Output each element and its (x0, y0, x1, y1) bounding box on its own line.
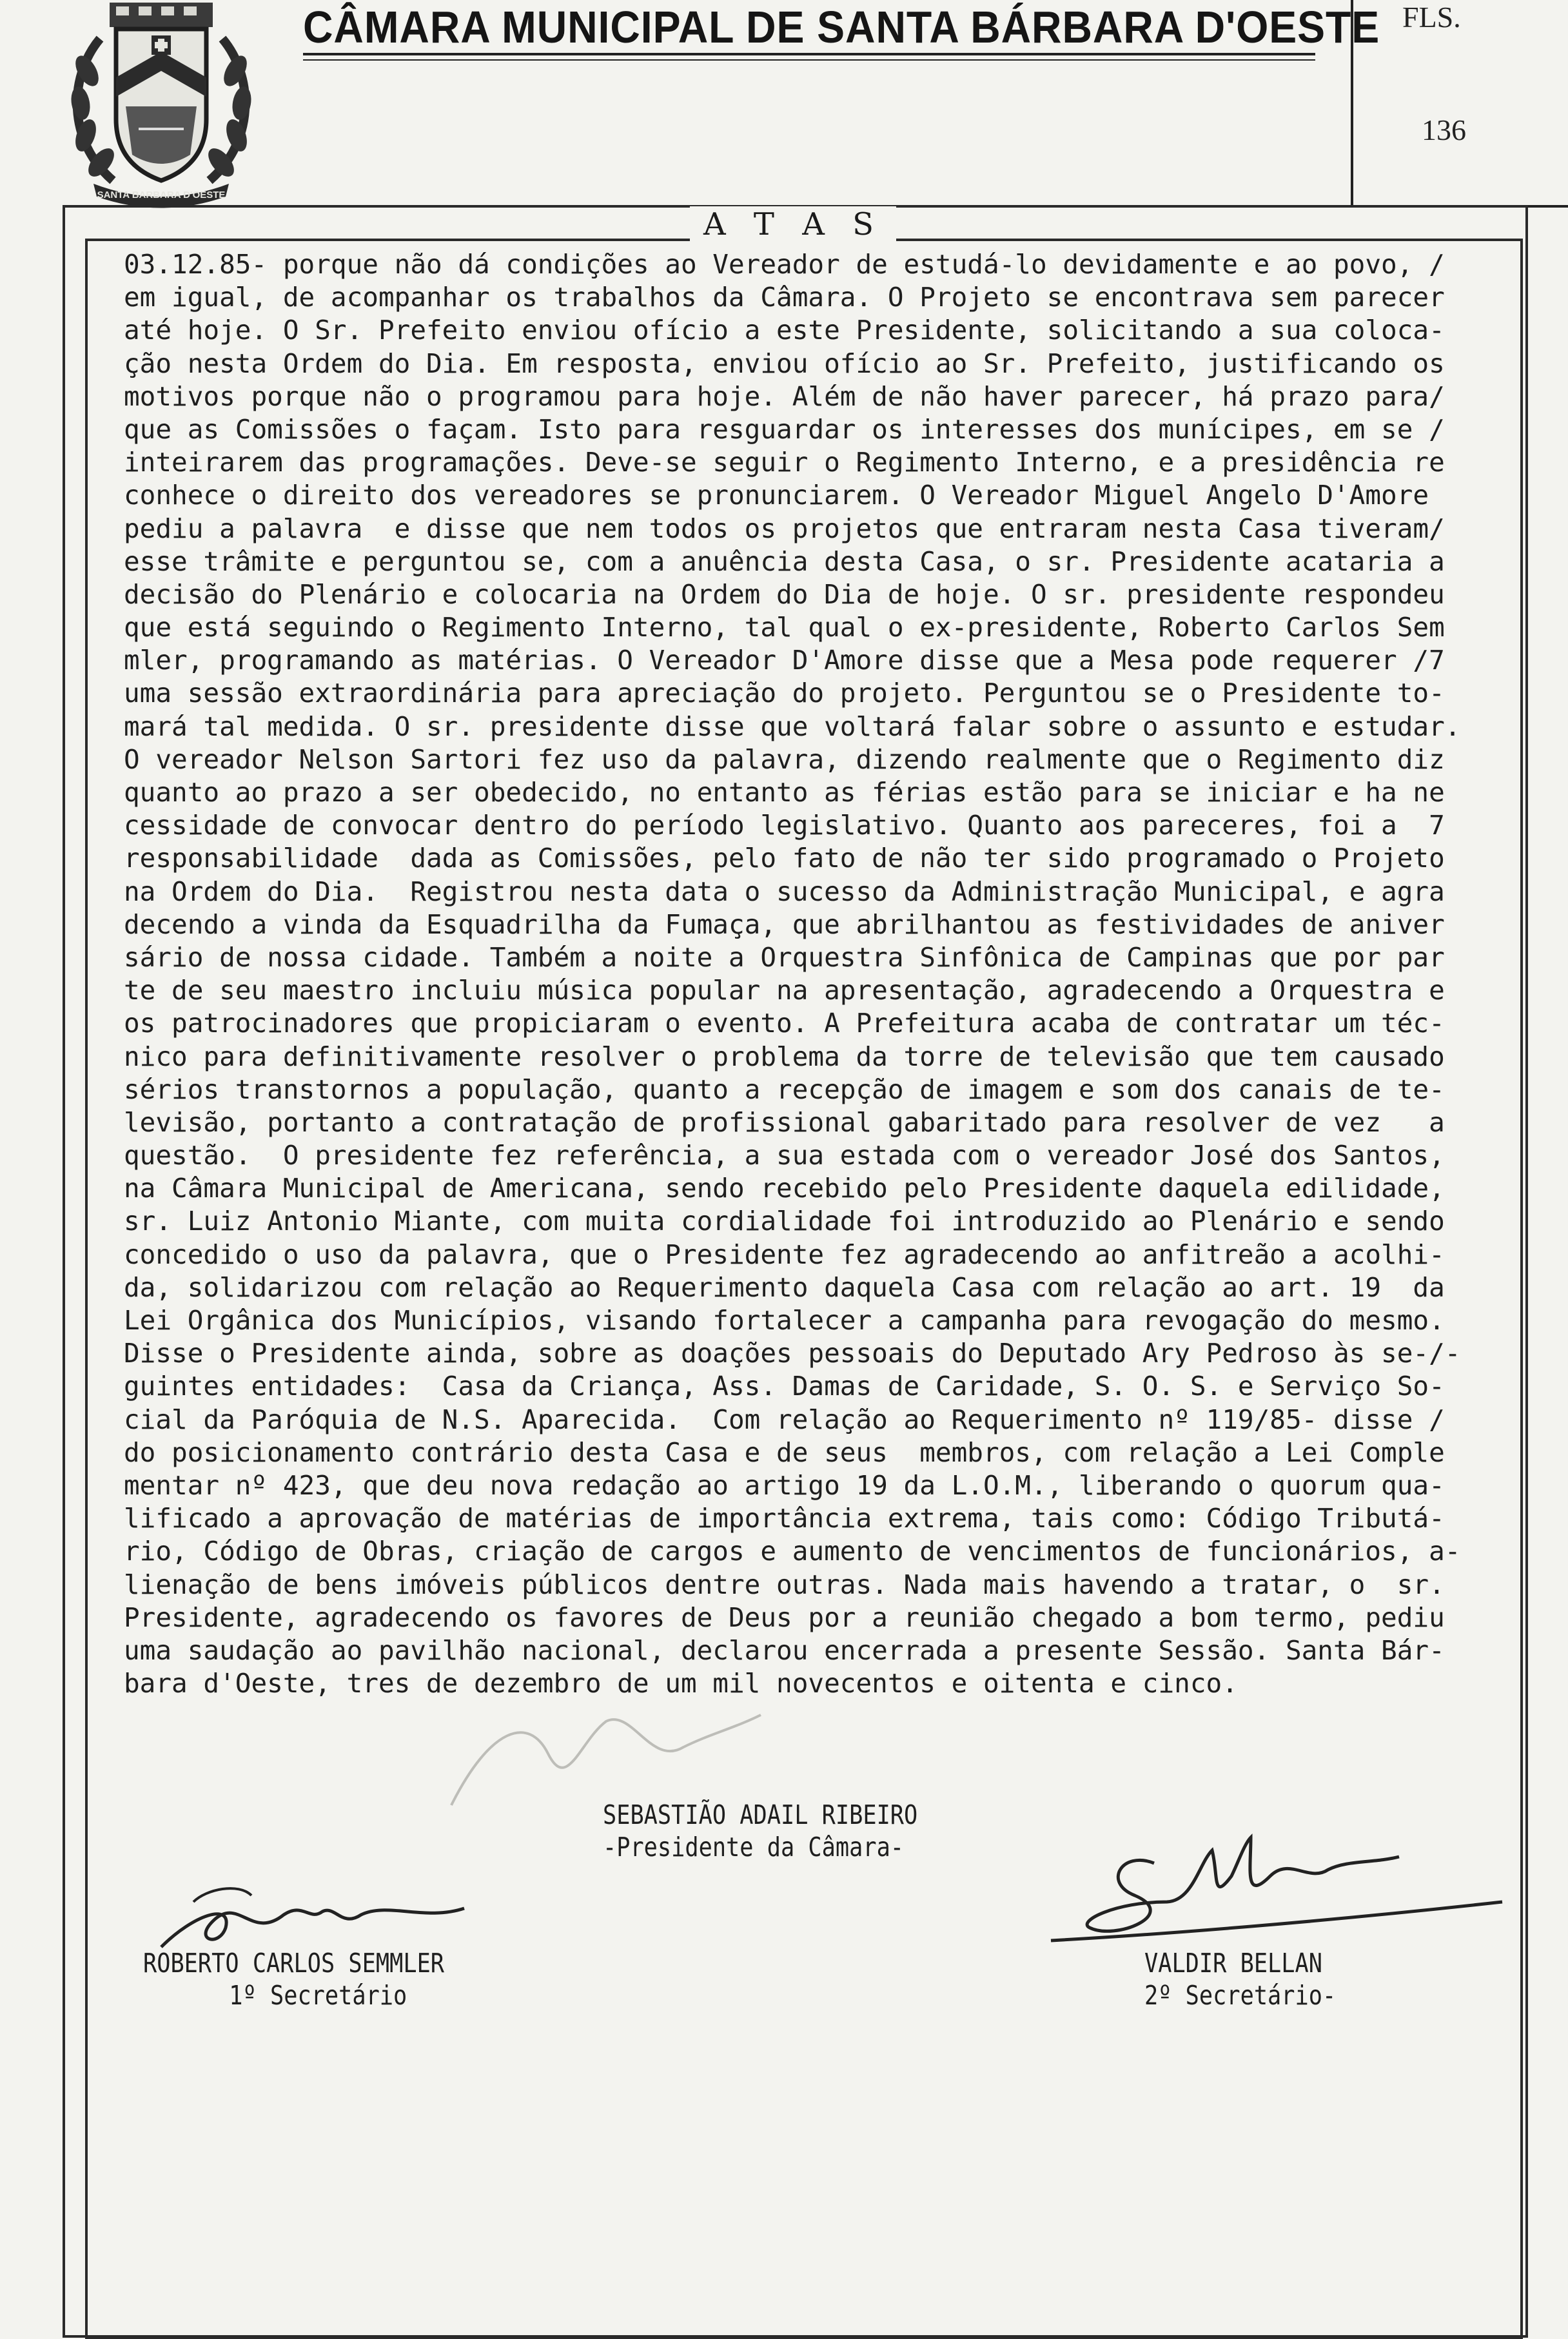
president-name: SEBASTIÃO ADAIL RIBEIRO (603, 1799, 918, 1830)
text-line: uma saudação ao pavilhão nacional, declarou encerrada a presente Sessão. Santa Bár- (124, 1634, 1445, 1666)
text-line: que está seguindo o Regimento Interno, tal qual o ex-presidente, Roberto Carlos Sem (124, 612, 1445, 643)
text-line: que as Comissões o façam. Isto para resguardar os interesses dos munícipes, em se / (124, 413, 1445, 445)
text-line: até hoje. O Sr. Prefeito enviou ofício a este Presidente, solicitando a sua coloca- (124, 315, 1445, 346)
page-number: 136 (1422, 113, 1466, 146)
text-line: Presidente, agradecendo os favores de Deus por a reunião chegado a bom termo, pediu (124, 1601, 1445, 1633)
text-line: cial da Paróquia de N.S. Aparecida. Com relação ao Requerimento nº 119/85- disse / (124, 1404, 1445, 1435)
text-line: em igual, de acompanhar os trabalhos da Câmara. O Projeto se encontrava sem parecer (124, 282, 1445, 313)
text-line: Lei Orgânica dos Municípios, visando fortalecer a campanha para revogação do mesmo. (124, 1305, 1445, 1336)
text-line: sérios transtornos a população, quanto a recepção de imagem e som dos canais de te- (124, 1073, 1445, 1105)
text-line: decendo a vinda da Esquadrilha da Fumaça, que abrilhantou as festividades de aniver (124, 908, 1445, 940)
text-line: lienação de bens imóveis públicos dentre outras. Nada mais havendo a tratar, o sr. (124, 1569, 1445, 1600)
text-line: os patrocinadores que propiciaram o evento. A Prefeitura acaba de contratar um téc- (124, 1008, 1445, 1039)
text-line: motivos porque não o programou para hoje. Além de não haver parecer, há prazo para/ (124, 380, 1445, 412)
text-line: te de seu maestro incluiu música popular na apresentação, agradecendo a Orquestra e (124, 975, 1445, 1006)
first-secretary-role: 1º Secretário (229, 1980, 407, 2011)
first-secretary-handwritten-signature (155, 1876, 490, 1960)
section-title: A T A S (690, 206, 896, 242)
text-line: sr. Luiz Antonio Miante, com muita cordialidade foi introduzido ao Plenário e sendo (124, 1206, 1445, 1237)
second-secretary-name: VALDIR BELLAN (1144, 1948, 1322, 1979)
text-line: rio, Código de Obras, criação de cargos e aumento de vencimentos de funcionários, a- (124, 1536, 1461, 1567)
second-secretary-role: 2º Secretário- (1144, 1980, 1337, 2011)
text-line: inteirarem das programações. Deve-se seguir o Regimento Interno, e a presidência re (124, 447, 1445, 478)
text-line: conhece o direito dos vereadores se pronunciarem. O Vereador Miguel Angelo D'Amore (124, 480, 1429, 511)
text-line: lificado a aprovação de matérias de importância extrema, tais como: Código Tributá- (124, 1503, 1445, 1534)
text-line: na Ordem do Dia. Registrou nesta data o sucesso da Administração Municipal, e agra (124, 876, 1445, 907)
first-secretary-name: ROBERTO CARLOS SEMMLER (143, 1948, 445, 1979)
chamber-title: CÂMARA MUNICIPAL DE SANTA BÁRBARA D'OESTE (303, 2, 1380, 52)
president-role: -Presidente da Câmara- (603, 1832, 905, 1863)
text-line: levisão, portanto a contratação de profissional gabaritado para resolver de vez a (124, 1106, 1445, 1138)
text-line: 03.12.85- porque não dá condições ao Vereador de estudá-lo devidamente e ao povo, / (124, 249, 1445, 280)
text-line: decisão do Plenário e colocaria na Ordem do Dia de hoje. O sr. presidente respondeu (124, 578, 1445, 610)
text-line: concedido o uso da palavra, que o Presidente fez agradecendo ao anfitreão a acolhi- (124, 1238, 1445, 1270)
text-line: questão. O presidente fez referência, a sua estada com o vereador José dos Santos, (124, 1140, 1445, 1171)
text-line: ção nesta Ordem do Dia. Em resposta, enviou ofício ao Sr. Prefeito, justificando os (124, 347, 1445, 379)
text-line: uma sessão extraordinária para apreciação do projeto. Perguntou se o Presidente to- (124, 678, 1445, 709)
text-line: da, solidarizou com relação ao Requerimento daquela Casa com relação ao art. 19 da (124, 1271, 1445, 1303)
folio-label: FLS. (1402, 1, 1461, 34)
text-line: guintes entidades: Casa da Criança, Ass. Damas de Caridade, S. O. S. e Serviço So- (124, 1371, 1445, 1402)
second-secretary-signature-block (1144, 1947, 1367, 2011)
text-line: nico para definitivamente resolver o problema da torre de televisão que tem causado (124, 1041, 1445, 1072)
text-line: mará tal medida. O sr. presidente disse que voltará falar sobre o assunto e estudar. (124, 710, 1461, 742)
title-underline (303, 53, 1315, 55)
text-line: pediu a palavra e disse que nem todos os projetos que entraram nesta Casa tiveram/ (124, 513, 1445, 544)
text-line: mentar nº 423, que deu nova redação ao artigo 19 da L.O.M., liberando o quorum qua- (124, 1469, 1445, 1501)
text-line: bara d'Oeste, tres de dezembro de um mil novecentos e oitenta e cinco. (124, 1668, 1238, 1699)
text-line: do posicionamento contrário desta Casa e de seus membros, com relação a Lei Comple (124, 1436, 1445, 1468)
text-line: cessidade de convocar dentro do período legislativo. Quanto aos pareceres, foi a 7 (124, 810, 1445, 841)
text-line: O vereador Nelson Sartori fez uso da palavra, dizendo realmente que o Regimento diz (124, 743, 1445, 775)
text-line: mler, programando as matérias. O Vereador D'Amore disse que a Mesa pode requerer /7 (124, 645, 1445, 676)
faint-background-signature (438, 1689, 774, 1831)
text-line: na Câmara Municipal de Americana, sendo recebido pelo Presidente daquela edilidade, (124, 1173, 1445, 1204)
text-line: sário de nossa cidade. Também a noite a Orquestra Sinfônica de Campinas que por par (124, 941, 1445, 973)
text-line: responsabilidade dada as Comissões, pelo fato de não ter sido programado o Projeto (124, 843, 1445, 874)
svg-text:SANTA BARBARA D'OESTE: SANTA BARBARA D'OESTE (97, 190, 226, 201)
text-line: quanto ao prazo a ser obedecido, no entanto as férias estão para se iniciar e ha ne (124, 777, 1445, 808)
second-secretary-handwritten-signature (1038, 1825, 1515, 1953)
title-underline-thin (303, 59, 1315, 61)
minutes-body (124, 248, 1491, 1700)
text-line: esse trâmite e perguntou se, com a anuência desta Casa, o sr. Presidente acataria a (124, 545, 1445, 577)
text-line: Disse o Presidente ainda, sobre as doações pessoais do Deputado Ary Pedroso às se-/- (124, 1338, 1461, 1369)
municipal-crest-logo (61, 0, 261, 210)
